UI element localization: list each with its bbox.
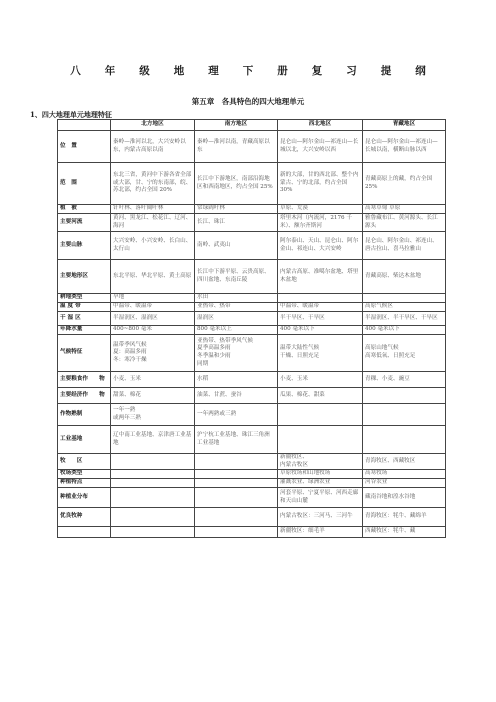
table-cell: 河套平原、宁夏平原、河西走廊和天山山麓 (278, 488, 363, 508)
title-char: 习 (346, 65, 357, 77)
table-cell: 一年一熟 或两年三熟 (111, 404, 195, 426)
table-cell (195, 454, 278, 470)
table-cell: 昆仑山—阿尔金山—祁连山—长城以北，大兴安岭以西 (278, 131, 363, 163)
table-cell: 油菜、甘蔗、蚕谷 (195, 388, 278, 404)
table-cell: 400 毫米以下 (278, 326, 363, 335)
table-cell: 雅鲁藏布江、黄河源头、长江源头 (363, 214, 446, 232)
table-row (58, 470, 446, 479)
table-cell: 新疆牧区、 内蒙古牧区 (278, 454, 363, 470)
table-cell (195, 508, 278, 527)
table-cell: 小麦、玉米 (111, 372, 195, 388)
table-row (58, 372, 446, 388)
table-cell (111, 479, 195, 488)
table-row (58, 205, 446, 214)
table-row (58, 232, 446, 260)
column-header: 南方地区 (195, 120, 278, 131)
table-cell (195, 527, 278, 538)
table-cell: 大兴安岭、小兴安岭、长白山、太行山 (111, 232, 195, 260)
table-cell: 灌溉农业、绿洲农业 (278, 479, 363, 488)
table-cell: 400~800 毫米 (111, 326, 195, 335)
table-row (58, 335, 446, 372)
column-header: 北方地区 (111, 120, 195, 131)
table-header-row (58, 120, 446, 131)
title-char: 复 (311, 65, 323, 77)
table-cell: 高寒牧场 (363, 470, 446, 479)
title-char: 下 (242, 65, 254, 77)
title-char: 级 (139, 65, 150, 77)
table-cell: 塔里木河（内流河，2176 千米）、额尔齐斯河 (278, 214, 363, 232)
table-cell: 秦岭—淮河以南，青藏高原以东 (195, 131, 278, 163)
table-cell: 中温带、暖温带 (111, 303, 195, 312)
table-cell (363, 294, 446, 303)
table-cell (111, 454, 195, 470)
table-cell (278, 294, 363, 303)
table-cell: 高原气候区 (363, 303, 446, 312)
table-cell: 半湿润区、湿润区 (111, 312, 195, 326)
title-char: 册 (277, 65, 288, 77)
table-row (58, 388, 446, 404)
row-header: 气候特征 (58, 335, 111, 372)
table-cell (111, 527, 195, 538)
title-char: 年 (104, 65, 116, 77)
table-cell: 水稻 (195, 372, 278, 388)
table-cell (195, 479, 278, 488)
row-header: 牧场类型 (58, 470, 111, 479)
table-cell: 昆仑山、阿尔金山、祁连山、唐古拉山、喜马拉雅山 (363, 232, 446, 260)
table-cell: 内蒙古高原、准噶尔盆地、塔里木盆地 (278, 260, 363, 294)
table-cell: 800 毫米以上 (195, 326, 278, 335)
table-row (58, 214, 446, 232)
table-cell (363, 388, 446, 404)
table-cell (363, 404, 446, 426)
table-cell: 亚热带、热带 (195, 303, 278, 312)
table-cell (111, 488, 195, 508)
table-cell: 旱地 (111, 294, 195, 303)
table-cell: 瓜果、棉花、甜菜 (278, 388, 363, 404)
document-title (0, 63, 496, 78)
table-row (58, 508, 446, 527)
table-cell (195, 488, 278, 508)
table-cell: 黄河、黑龙江、松花江、辽河、海河 (111, 214, 195, 232)
chapter-heading: 第五章 各具特色的四大地理单元 (191, 97, 305, 106)
header-corner (58, 120, 111, 131)
row-header: 种植业分布 (58, 488, 111, 508)
table-row (58, 326, 446, 335)
table-row (58, 303, 446, 312)
table-cell: 秦岭—淮河以北，大兴安岭以东，内蒙古高原以南 (111, 131, 195, 163)
table-cell (278, 404, 363, 426)
table-row (58, 294, 446, 303)
table-cell: 温带季风气候 夏：高温多雨 冬：寒冷干燥 (111, 335, 195, 372)
row-header: 作物熟制 (58, 404, 111, 426)
row-header (58, 527, 111, 538)
table-cell: 辽中南工业基地、京津唐工业基地 (111, 426, 195, 454)
table-row (58, 426, 446, 454)
table-cell: 常绿阔叶林 (195, 205, 278, 214)
table-cell: 中温带、暖温带 (278, 303, 363, 312)
title-char: 提 (380, 65, 392, 77)
row-header: 年降水量 (58, 326, 111, 335)
table-row (58, 479, 446, 488)
geography-table (57, 119, 446, 538)
table-cell: 东北平原、华北平原、黄土高原 (111, 260, 195, 294)
row-header: 温 度 带 (58, 303, 111, 312)
table-cell: 河谷农业 (363, 479, 446, 488)
table-cell: 青海牧区：牦牛、藏绵羊 (363, 508, 446, 527)
row-header: 牧 区 (58, 454, 111, 470)
table-row (58, 488, 446, 508)
column-header: 青藏地区 (363, 120, 446, 131)
table-cell: 草原、荒漠 (278, 205, 363, 214)
row-header: 优良牧种 (58, 508, 111, 527)
table-cell: 高寒草甸 草原 (363, 205, 446, 214)
table-cell: 一年两熟或三熟 (195, 404, 278, 426)
table-row (58, 312, 446, 326)
table-row (58, 163, 446, 205)
row-header: 主要经济作 物 (58, 388, 111, 404)
table-cell (111, 470, 195, 479)
table-row (58, 260, 446, 294)
table-cell: 青海牧区、西藏牧区 (363, 454, 446, 470)
table-row (58, 527, 446, 538)
row-header: 主要山脉 (58, 232, 111, 260)
title-char: 地 (173, 65, 185, 77)
table-cell: 青藏高原、柴达木盆地 (363, 260, 446, 294)
row-header: 干 湿 区 (58, 312, 111, 326)
table-cell: 长江中下游平原、云贵高原、四川盆地、东南丘陵 (195, 260, 278, 294)
table-cell: 青藏高原上的藏，约占全国 25% (363, 163, 446, 205)
section-heading: 1、四大地理单元地理特征 (30, 110, 112, 119)
table-cell: 水田 (195, 294, 278, 303)
table-cell: 昆仑山—阿尔金山—祁连山—长城以南，横断山脉以西 (363, 131, 446, 163)
table-cell: 温带大陆性气候 干燥、日照充足 (278, 335, 363, 372)
table-cell: 甜菜、棉花 (111, 388, 195, 404)
row-header: 工业基地 (58, 426, 111, 454)
title-char: 八 (70, 65, 81, 77)
table-cell: 针叶林、落叶阔叶林 (111, 205, 195, 214)
table-cell: 新疆牧区：细毛羊 (278, 527, 363, 538)
table-cell: 青稞、小麦、豌豆 (363, 372, 446, 388)
row-header: 耕地类型 (58, 294, 111, 303)
table-cell (111, 508, 195, 527)
table-cell: 高原山地气候 高寒低氧、日照充足 (363, 335, 446, 372)
table-cell: 半干旱区、干旱区 (278, 312, 363, 326)
table-cell: 长江、珠江 (195, 214, 278, 232)
table-cell: 400 毫米以下 (363, 326, 446, 335)
table-cell: 新的大部，甘的西北部、整个内蒙古、宁的北部，约占全国 30% (278, 163, 363, 205)
row-header: 位 置 (58, 131, 111, 163)
table-cell: 湿润区 (195, 312, 278, 326)
title-char: 纲 (415, 65, 426, 77)
table-cell: 亚热带、热带季风气候 夏季高温多雨 冬季温和少雨 同期 (195, 335, 278, 372)
title-char: 理 (208, 65, 219, 77)
table-cell (195, 470, 278, 479)
row-header: 主要粮食作 物 (58, 372, 111, 388)
table-cell: 阿尔泰山、天山、昆仑山、阿尔金山、祁连山、大兴安岭 (278, 232, 363, 260)
row-header: 植 被 (58, 205, 111, 214)
table-row (58, 131, 446, 163)
table-cell: 沪宁杭工业基地、珠江三角洲工业基地 (195, 426, 278, 454)
table-cell: 小麦、玉米 (278, 372, 363, 388)
table-body (58, 131, 446, 538)
table-cell (363, 426, 446, 454)
row-header: 范 围 (58, 163, 111, 205)
table-cell (278, 426, 363, 454)
table-cell: 半湿润区、半干旱区、干旱区 (363, 312, 446, 326)
table-cell: 东北三省，黄河中下游各省全部或大部，甘、宁的东南部，皖、苏北部，约占全国 20% (111, 163, 195, 205)
row-header: 种植特点 (58, 479, 111, 488)
row-header: 主要地形区 (58, 260, 111, 294)
row-header: 主要河流 (58, 214, 111, 232)
table-row (58, 404, 446, 426)
table-cell: 长江中下游地区，南部沿海地区和西南地区，约占全国 25% (195, 163, 278, 205)
table-cell: 西藏牧区：牦牛、藏 (363, 527, 446, 538)
table-cell: 内蒙古牧区：三河马、三河牛 (278, 508, 363, 527)
table-cell: 南岭、武夷山 (195, 232, 278, 260)
table-row (58, 454, 446, 470)
table-cell: 藏南谷地和湟水谷地 (363, 488, 446, 508)
column-header: 西北地区 (278, 120, 363, 131)
table-cell: 草原牧场和山地牧场 (278, 470, 363, 479)
